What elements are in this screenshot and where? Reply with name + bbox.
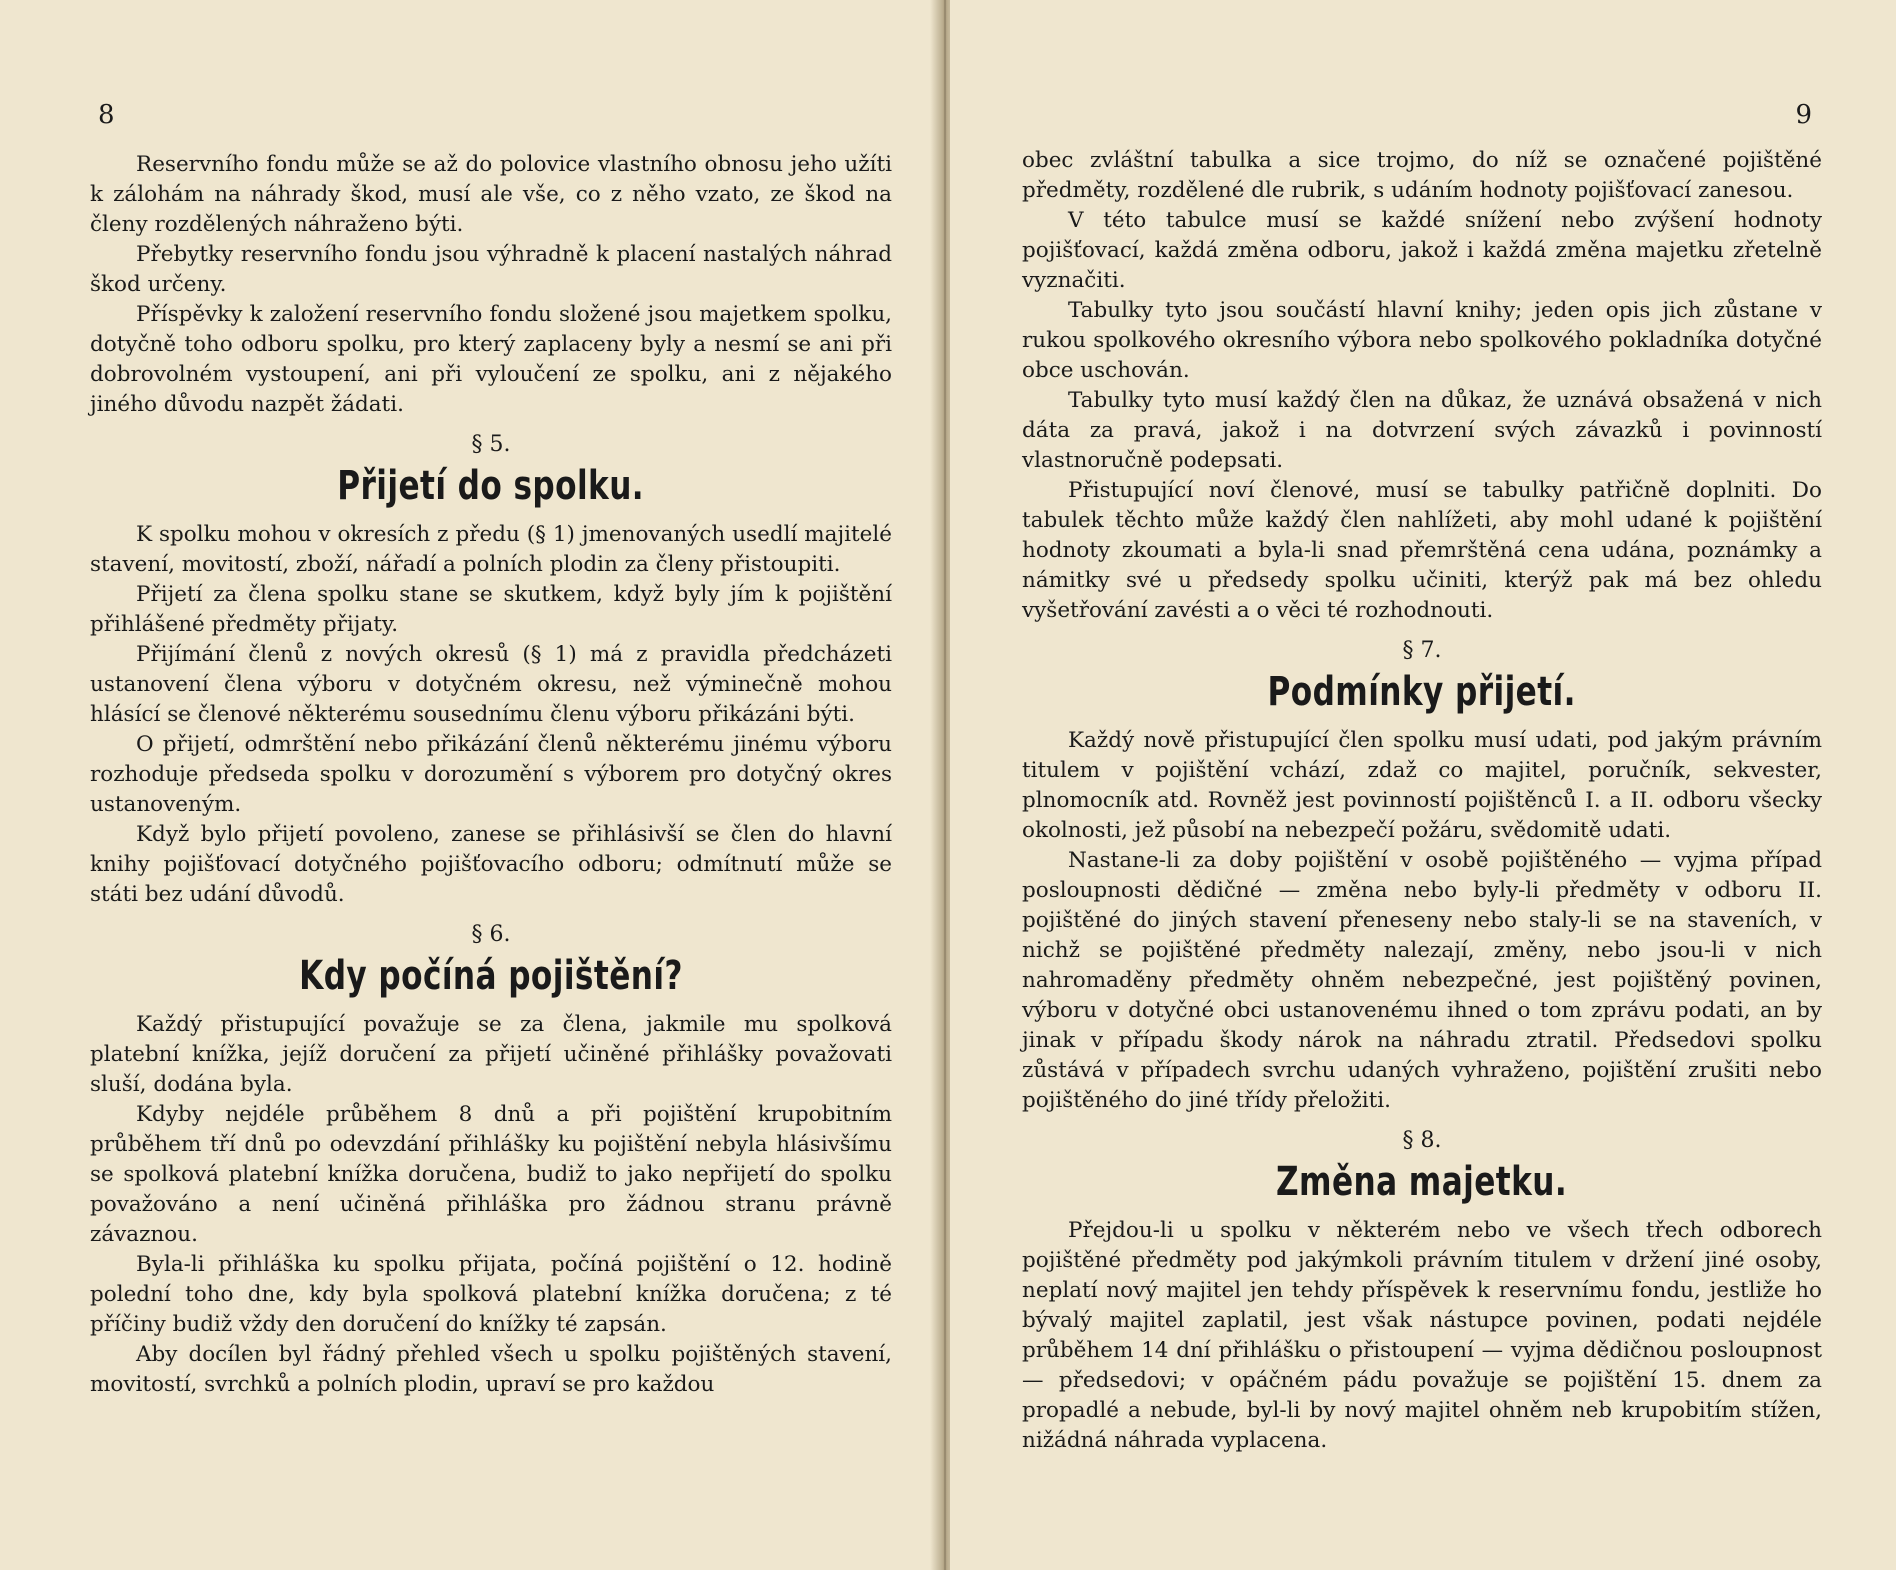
- paragraph: Přejdou-li u spolku v některém nebo ve všech třech odborech pojištěné předměty pod jakýmkoli právním titulem v držení jiné osoby, neplatí nový majitel jen tehdy příspěvek k reservnímu fondu, jestliže ho bývalý majitel zaplatil, jest však nástupce povinen, podati nejdéle průběhem 14 dní přihlášku o přistoupení — vyjma dědičnou posloupnost — předsedovi; v opáčném pádu považuje se pojištění 15. dnem za propadlé a nebude, byl-li by nový majitel ohněm neb krupobitím stížen, nižádná náhrada vyplacena.: [1022, 1218, 1822, 1453]
- paragraph: Přijetí za člena spolku stane se skutkem, když byly jím k pojištění přihlášené předměty přijaty.: [90, 582, 892, 637]
- right-page: [950, 0, 1896, 1570]
- paragraph: Když bylo přijetí povoleno, zanese se přihlásivší se člen do hlavní knihy pojišťovací dotyčného pojišťovacího odboru; odmítnutí může se státi bez udání důvodů.: [90, 822, 892, 907]
- paragraph: Každý nově přistupující člen spolku musí udati, pod jakým právním titulem v pojištění vchází, zdaž co majitel, poručník, sekvester, plnomocník atd. Rovněž jest povinností pojištěnců I. a II. odboru všecky okolnosti, jež působí na nebezpečí požáru, svědomitě udati.: [1022, 728, 1822, 843]
- paragraph: Přebytky reservního fondu jsou výhradně k placení nastalých náhrad škod určeny.: [90, 242, 892, 297]
- section-number: § 6.: [471, 922, 511, 947]
- paragraph: Aby docílen byl řádný přehled všech u spolku pojištěných stavení, movitostí, svrchků a polních plodin, upraví se pro každou: [90, 1342, 892, 1397]
- left-page: [0, 0, 940, 1570]
- paragraph: O přijetí, odmrštění nebo přikázání členů některému jinému výboru rozhoduje předseda spolku v dorozumění s výborem pro dotyčný okres ustanoveným.: [90, 732, 892, 817]
- paragraph: obec zvláštní tabulka a sice trojmo, do níž se označené pojištěné předměty, rozdělené dle rubrik, s udáním hodnoty pojišťovací zanesou.: [1022, 148, 1822, 203]
- paragraph: Kdyby nejdéle průběhem 8 dnů a při pojištění krupobitním průběhem tří dnů po odevzdání přihlášky ku pojištění nebyla hlásivšímu se spolková platební knížka doručena, budiž to jako nepřijetí do spolku považováno a není učiněná přihláška pro žádnou stranu právně závaznou.: [90, 1102, 892, 1247]
- paragraph: K spolku mohou v okresích z předu (§ 1) jmenovaných usedlí majitelé stavení, movitostí, zboží, nářadí a polních plodin za členy přistoupiti.: [90, 522, 892, 577]
- paragraph: Přijímání členů z nových okresů (§ 1) má z pravidla předcházeti ustanovení člena výboru v dotyčném okresu, než výminečně mohou hlásící se členové některému sousednímu členu výboru přikázáni býti.: [90, 642, 892, 727]
- section-number: § 7.: [1402, 638, 1442, 663]
- section-heading-5: [90, 430, 892, 520]
- section-heading-6: [90, 920, 892, 1010]
- section-heading-7: [1022, 636, 1822, 726]
- paragraph: Byla-li přihláška ku spolku přijata, počíná pojištění o 12. hodině polední toho dne, kdy byla spolková platební knížka doručena; z té příčiny budiž vždy den doručení do knížky té zapsán.: [90, 1252, 892, 1337]
- page-number-right: 9: [1795, 100, 1812, 130]
- page-number-left: 8: [98, 100, 115, 130]
- paragraph: Příspěvky k založení reservního fondu složené jsou majetkem spolku, dotyčně toho odboru spolku, pro který zaplaceny byly a nesmí se ani při dobrovolném vystoupení, ani při vyloučení ze spolku, ani z nějakého jiného důvodu nazpět žádati.: [90, 302, 892, 417]
- section-number: § 5.: [471, 432, 511, 457]
- section-title: Změna majetku.: [1276, 1159, 1568, 1205]
- paragraph: Přistupující noví členové, musí se tabulky patřičně doplniti. Do tabulek těchto může každý člen nahlížeti, aby mohl udané k pojištění hodnoty zkoumati a byla-li snad přemrštěná cena udána, poznámky a námitky své u předsedy spolku učiniti, kterýž pak má bez ohledu vyšetřování zavésti a o věci té rozhodnouti.: [1022, 478, 1822, 623]
- paragraph: V této tabulce musí se každé snížení nebo zvýšení hodnoty pojišťovací, každá změna odboru, jakož i každá změna majetku zřetelně vyznačiti.: [1022, 208, 1822, 293]
- section-number: § 8.: [1402, 1128, 1442, 1153]
- paragraph: Každý přistupující považuje se za člena, jakmile mu spolková platební knížka, jejíž doručení za přijetí učiněné přihlášky považovati sluší, dodána byla.: [90, 1012, 892, 1097]
- section-title: Podmínky přijetí.: [1267, 669, 1577, 715]
- paragraph: Nastane-li za doby pojištění v osobě pojištěného — vyjma případ posloupnosti dědičné — změna nebo byly-li předměty v odboru II. pojištěné do jiných stavení přeneseny nebo staly-li se na staveních, v nichž se pojištěné předměty nalezají, změny, nebo jsou-li v nich nahromaděny předměty ohněm nebezpečné, jest pojištěný povinen, výboru v dotyčné obci ustanovenému ihned o tom zprávu podati, an by jinak v případu škody nárok na náhradu ztratil. Předsedovi spolku zůstává v případech svrchu udaných vyhraženo, pojištění zrušiti nebo pojištěného do jiné třídy přeložiti.: [1022, 848, 1822, 1113]
- paragraph: Reservního fondu může se až do polovice vlastního obnosu jeho užíti k zálohám na náhrady škod, musí ale vše, co z něho vzato, ze škod na členy rozdělených náhraženo býti.: [90, 152, 892, 237]
- paragraph: Tabulky tyto musí každý člen na důkaz, že uznává obsažená v nich dáta za pravá, jakož i na dotvrzení svých závazků i povinností vlastnoručně podepsati.: [1022, 388, 1822, 473]
- section-title: Přijetí do spolku.: [337, 463, 645, 509]
- section-title: Kdy počíná pojištění?: [299, 953, 683, 999]
- paragraph: Tabulky tyto jsou součástí hlavní knihy; jeden opis jich zůstane v rukou spolkového okresního výbora nebo spolkového pokladníka dotyčné obce uschován.: [1022, 298, 1822, 383]
- section-heading-8: [1022, 1126, 1822, 1216]
